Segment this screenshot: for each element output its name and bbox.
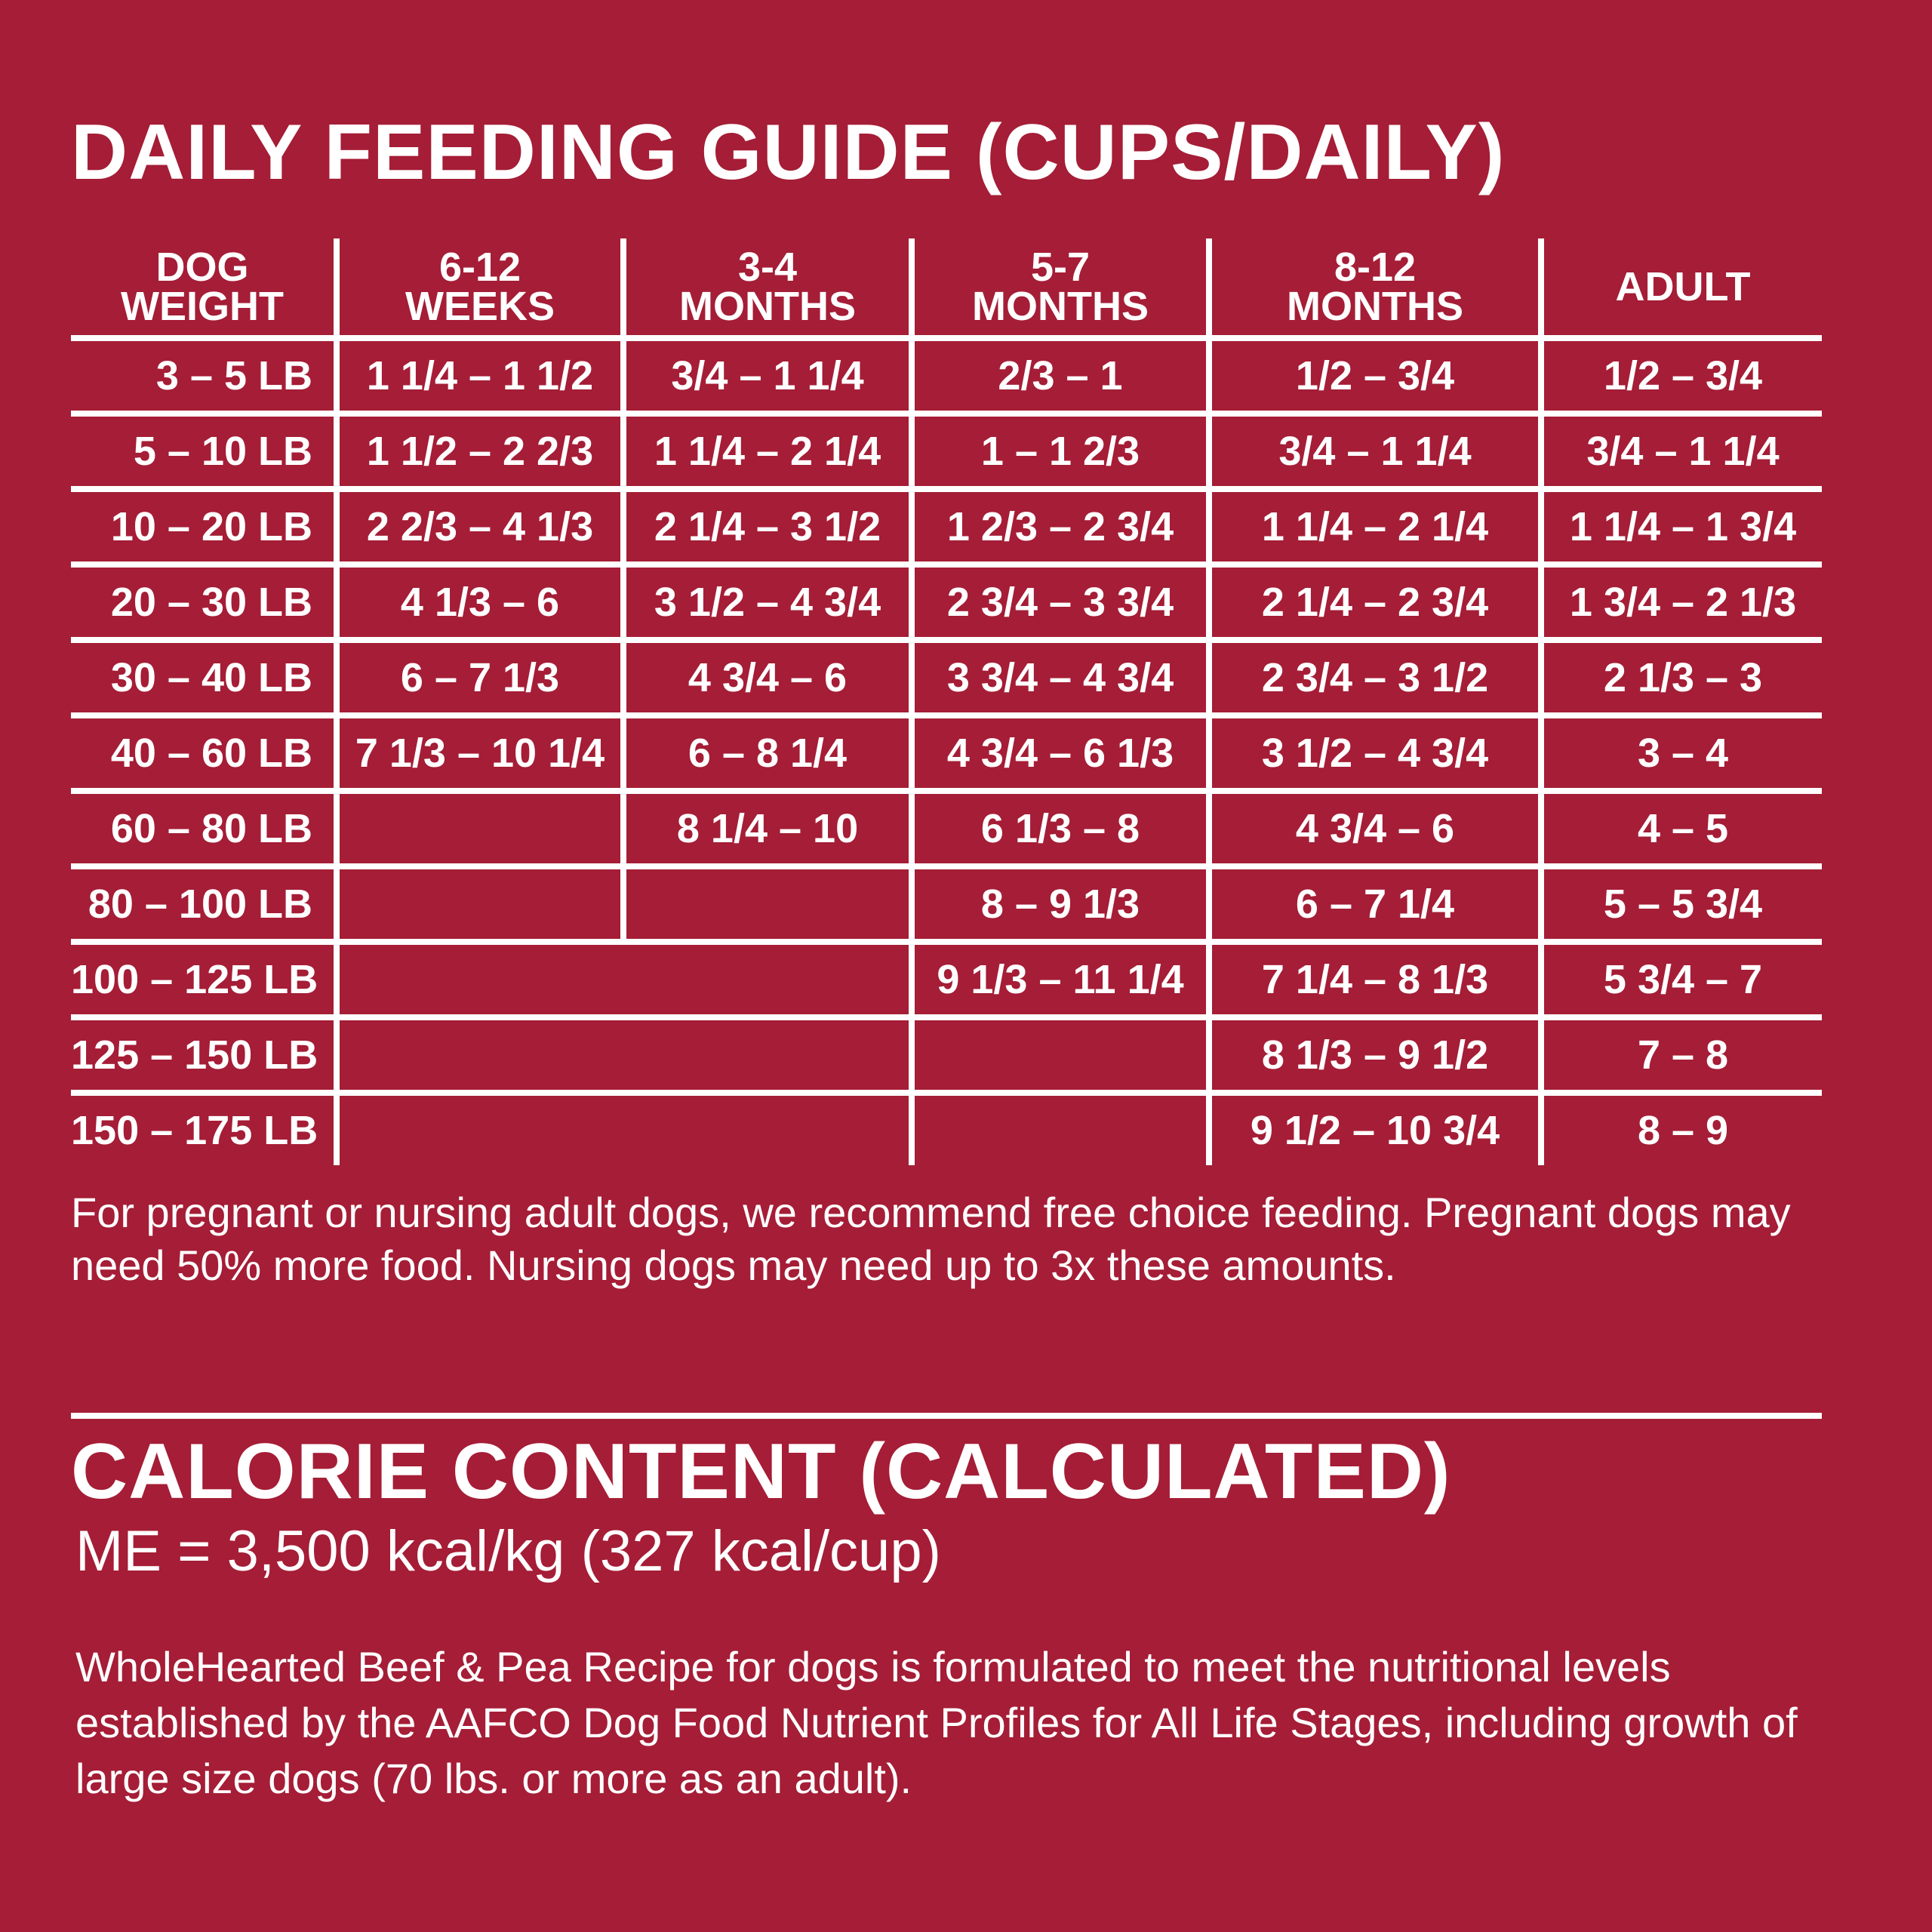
amount-cell: 3 – 4 [1541,715,1822,791]
amount-cell: 4 3/4 – 6 1/3 [912,715,1209,791]
calorie-content-title: CALORIE CONTENT (CALCULATED) [71,1428,1451,1515]
amount-cell: 1 1/2 – 2 2/3 [337,414,623,489]
header-adult: ADULT [1541,238,1822,338]
weight-cell: 150 – 175 LB [71,1108,318,1153]
weight-cell: 3 – 5 LB [71,338,337,414]
amount-cell: 6 – 8 1/4 [623,715,912,791]
amount-cell: 3 1/2 – 4 3/4 [623,565,912,640]
amount-cell: 2 1/4 – 3 1/2 [623,489,912,565]
amount-cell: 1 2/3 – 2 3/4 [912,489,1209,565]
amount-cell-empty [337,1093,912,1165]
amount-cell: 6 – 7 1/4 [1209,866,1541,942]
header-5-7-months: 5-7 MONTHS [912,238,1209,338]
section-divider [71,1413,1822,1419]
weight-cell: 5 – 10 LB [71,414,337,489]
feeding-guide-title: DAILY FEEDING GUIDE (CUPS/DAILY) [71,109,1506,196]
amount-cell [912,1017,1209,1093]
amount-cell: 6 1/3 – 8 [912,791,1209,866]
feeding-guide-table [71,238,1822,1165]
weight-cell: 10 – 20 LB [71,489,337,565]
amount-cell [337,866,623,942]
table-row [71,1017,1822,1093]
amount-cell: 9 1/3 – 11 1/4 [912,942,1209,1017]
amount-cell: 1 – 1 2/3 [912,414,1209,489]
table-row [71,942,1822,1017]
amount-cell: 4 1/3 – 6 [337,565,623,640]
amount-cell: 1 1/4 – 2 1/4 [1209,489,1541,565]
amount-cell-empty [337,1017,912,1093]
table-row [71,791,1822,866]
amount-cell: 5 – 5 3/4 [1541,866,1822,942]
amount-cell-empty [337,942,912,1017]
amount-cell: 1 1/4 – 1 1/2 [337,338,623,414]
amount-cell: 1 1/4 – 2 1/4 [623,414,912,489]
aafco-statement: WholeHearted Beef & Pea Recipe for dogs is formulated to meet the nutritional levels established by the AAFCO Dog Food Nutrient Profiles for All Life Stages, including growth of large size dogs (70 lbs. or more as an adult). [75,1643,1798,1802]
amount-cell: 2 1/3 – 3 [1541,640,1822,715]
amount-cell: 4 – 5 [1541,791,1822,866]
amount-cell [912,1093,1209,1165]
amount-cell: 2 2/3 – 4 1/3 [337,489,623,565]
amount-cell [337,791,623,866]
weight-cell: 125 – 150 LB [71,1017,337,1093]
amount-cell: 6 – 7 1/3 [337,640,623,715]
amount-cell: 2/3 – 1 [912,338,1209,414]
weight-cell: 20 – 30 LB [71,565,337,640]
header-6-12-weeks: 6-12 WEEKS [337,238,623,338]
amount-cell: 2 3/4 – 3 1/2 [1209,640,1541,715]
table-row [71,866,1822,942]
amount-cell: 2 3/4 – 3 3/4 [912,565,1209,640]
amount-cell: 3 3/4 – 4 3/4 [912,640,1209,715]
amount-cell: 5 3/4 – 7 [1541,942,1822,1017]
table-row [71,565,1822,640]
feeding-note: For pregnant or nursing adult dogs, we recommend free choice feeding. Pregnant dogs may need 50% more food. Nursing dogs may need up to 3x these amounts. [71,1189,1791,1289]
weight-cell: 40 – 60 LB [71,715,337,791]
table-row [71,338,1822,414]
amount-cell: 8 – 9 [1541,1093,1822,1165]
weight-cell: 80 – 100 LB [71,866,337,942]
amount-cell: 1 3/4 – 2 1/3 [1541,565,1822,640]
amount-cell: 9 1/2 – 10 3/4 [1209,1093,1541,1165]
header-dog-weight: DOG WEIGHT [71,238,337,338]
amount-cell: 2 1/4 – 2 3/4 [1209,565,1541,640]
amount-cell: 4 3/4 – 6 [623,640,912,715]
header-3-4-months: 3-4 MONTHS [623,238,912,338]
amount-cell: 1/2 – 3/4 [1209,338,1541,414]
header-8-12-months: 8-12 MONTHS [1209,238,1541,338]
weight-cell: 100 – 125 LB [71,942,337,1017]
table-row [71,489,1822,565]
table-row [71,715,1822,791]
amount-cell: 4 3/4 – 6 [1209,791,1541,866]
amount-cell: 8 1/3 – 9 1/2 [1209,1017,1541,1093]
amount-cell: 8 1/4 – 10 [623,791,912,866]
amount-cell: 8 – 9 1/3 [912,866,1209,942]
amount-cell: 3/4 – 1 1/4 [1209,414,1541,489]
amount-cell: 1/2 – 3/4 [1541,338,1822,414]
amount-cell: 7 1/4 – 8 1/3 [1209,942,1541,1017]
table-row [71,414,1822,489]
table-header-row [71,238,1822,338]
amount-cell [623,866,912,942]
amount-cell: 3/4 – 1 1/4 [623,338,912,414]
amount-cell: 7 – 8 [1541,1017,1822,1093]
weight-cell: 30 – 40 LB [71,640,337,715]
amount-cell: 1 1/4 – 1 3/4 [1541,489,1822,565]
table-row [71,1093,1822,1165]
amount-cell: 7 1/3 – 10 1/4 [337,715,623,791]
table-row [71,640,1822,715]
weight-cell: 60 – 80 LB [71,791,337,866]
amount-cell: 3 1/2 – 4 3/4 [1209,715,1541,791]
metabolizable-energy: ME = 3,500 kcal/kg (327 kcal/cup) [75,1519,941,1583]
amount-cell: 3/4 – 1 1/4 [1541,414,1822,489]
